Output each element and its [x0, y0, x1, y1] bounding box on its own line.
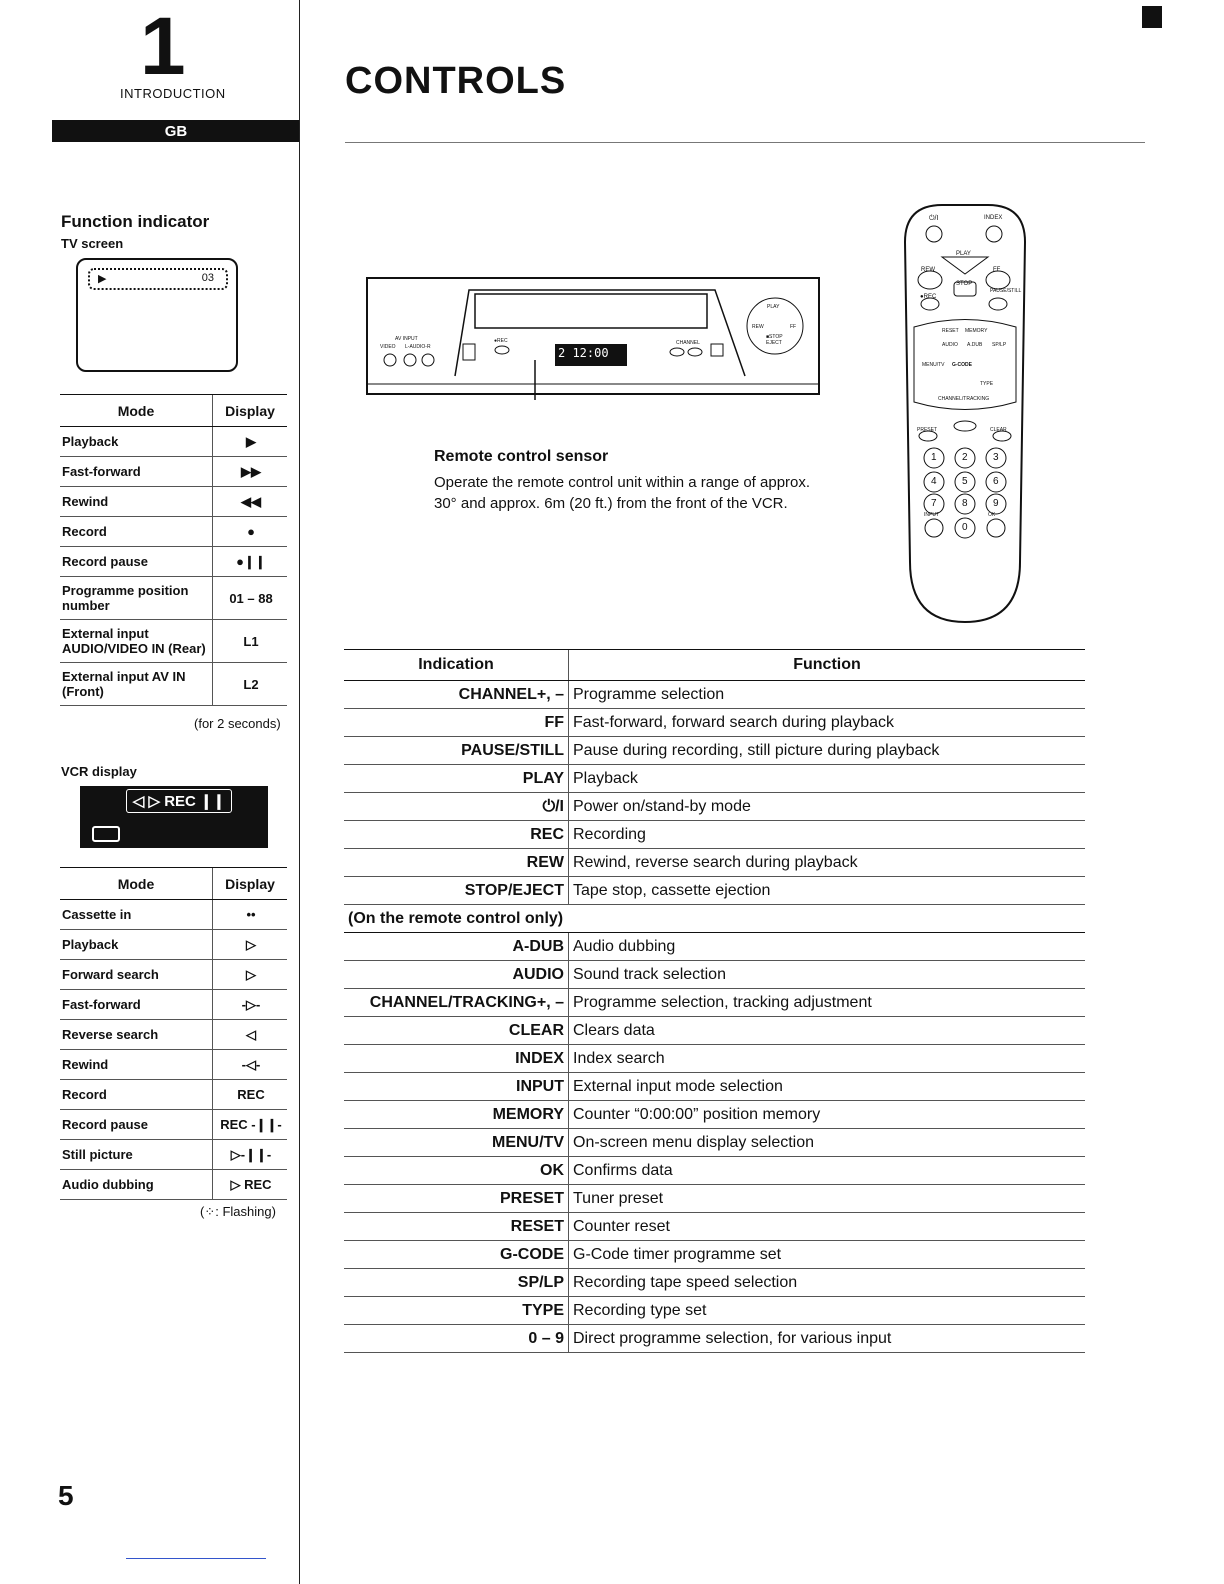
rec-button-label: ●REC: [494, 338, 508, 344]
power-button-label: ⏻/I: [929, 215, 939, 222]
table1-note: (for 2 seconds): [194, 716, 281, 731]
mode-cell: External input AV IN (Front): [60, 663, 213, 706]
indication-cell: MEMORY: [344, 1101, 569, 1129]
clear-button-label: CLEAR: [990, 427, 1007, 433]
table-row: [344, 1157, 1085, 1185]
table-row: [344, 765, 1085, 793]
indication-cell: INPUT: [344, 1073, 569, 1101]
display-cell: ◁: [213, 1020, 288, 1050]
table-row: [344, 1297, 1085, 1325]
indication-cell: TYPE: [344, 1297, 569, 1325]
display-cell: -◁-: [213, 1050, 288, 1080]
remote-play-label: PLAY: [956, 251, 971, 257]
function-cell: Recording type set: [569, 1297, 1086, 1325]
page-title: CONTROLS: [345, 60, 567, 102]
indication-cell: A-DUB: [344, 933, 569, 961]
display-cell: L2: [213, 663, 288, 706]
mode-cell: Cassette in: [60, 900, 213, 930]
function-cell: External input mode selection: [569, 1073, 1086, 1101]
display-cell: ●: [213, 517, 288, 547]
indication-cell: PLAY: [344, 765, 569, 793]
mode-cell: Record: [60, 1080, 213, 1110]
table-row: [344, 1017, 1085, 1045]
function-cell: Recording tape speed selection: [569, 1269, 1086, 1297]
table-row: [60, 1110, 287, 1140]
splp-button-label: SP/LP: [992, 342, 1007, 348]
table-row: [344, 1269, 1085, 1297]
table-row: [344, 1325, 1085, 1353]
mode-cell: Reverse search: [60, 1020, 213, 1050]
section-label: (On the remote control only): [344, 905, 1085, 933]
table-row: [344, 1101, 1085, 1129]
table-row: [60, 517, 287, 547]
function-cell: Confirms data: [569, 1157, 1086, 1185]
table-row: [60, 427, 287, 457]
function-cell: Tuner preset: [569, 1185, 1086, 1213]
indication-cell: REW: [344, 849, 569, 877]
table-row: [60, 1020, 287, 1050]
tv-screen-illustration: [76, 258, 238, 372]
table-row: [344, 737, 1085, 765]
memory-button-label: MEMORY: [965, 328, 988, 334]
mode-cell: Programme position number: [60, 577, 213, 620]
function-cell: Counter reset: [569, 1213, 1086, 1241]
rec-indicator: ◁ ▷ REC ❙❙: [126, 789, 232, 813]
table-row: [60, 990, 287, 1020]
chapter-label: INTRODUCTION: [120, 86, 226, 101]
preset-button-label: PRESET: [917, 427, 938, 433]
mode-cell: Record pause: [60, 1110, 213, 1140]
mode-cell: Forward search: [60, 960, 213, 990]
sensor-text: Operate the remote control unit within a range of approx. 30° and approx. 6m (20 ft.) from the front of the VCR.: [434, 474, 811, 512]
table-header: Indication: [344, 650, 569, 681]
display-cell: ▷: [213, 960, 288, 990]
function-cell: Playback: [569, 765, 1086, 793]
table2-note: (⁘: Flashing): [200, 1204, 276, 1219]
function-cell: Audio dubbing: [569, 933, 1086, 961]
table-row: [344, 681, 1085, 709]
table-row: [344, 1241, 1085, 1269]
table-row: [344, 821, 1085, 849]
page-number: 5: [58, 1480, 74, 1511]
remote-stop-label: STOP: [956, 281, 973, 287]
function-cell: G-Code timer programme set: [569, 1241, 1086, 1269]
mode-cell: Fast-forward: [60, 990, 213, 1020]
indication-cell: G-CODE: [344, 1241, 569, 1269]
function-cell: Direct programme selection, for various input: [569, 1325, 1086, 1353]
indication-cell: INDEX: [344, 1045, 569, 1073]
function-cell: Counter “0:00:00” position memory: [569, 1101, 1086, 1129]
channel-button-label: CHANNEL: [676, 340, 700, 346]
rew-button-label: REW: [752, 324, 764, 330]
mode-cell: Rewind: [60, 487, 213, 517]
table-row: [60, 487, 287, 517]
column-divider: [299, 0, 300, 1584]
table-row: [344, 1045, 1085, 1073]
function-cell: Power on/stand-by mode: [569, 793, 1086, 821]
adub-button-label: A.DUB: [967, 342, 983, 348]
table-row: [60, 457, 287, 487]
display-cell: REC: [213, 1080, 288, 1110]
sidebar-heading: Function indicator: [61, 212, 210, 231]
table-row: [60, 577, 287, 620]
table-row: [60, 547, 287, 577]
mode-cell: Playback: [60, 427, 213, 457]
table-row: [344, 793, 1085, 821]
indication-cell: PRESET: [344, 1185, 569, 1213]
vcr-mode-table: [60, 867, 287, 1200]
table-row: [344, 933, 1085, 961]
function-cell: Pause during recording, still picture during playback: [569, 737, 1086, 765]
reset-button-label: RESET: [942, 328, 959, 334]
digit-label: 9: [993, 498, 999, 509]
display-cell: REC -❙❙-: [213, 1110, 288, 1140]
digit-label: 5: [962, 476, 968, 487]
indication-cell: OK: [344, 1157, 569, 1185]
display-cell: -▷-: [213, 990, 288, 1020]
stop-eject-button-label: ■STOP EJECT: [766, 334, 783, 346]
indication-cell: SP/LP: [344, 1269, 569, 1297]
input-button-label: INPUT: [924, 512, 939, 518]
table-row: [344, 849, 1085, 877]
function-cell: Recording: [569, 821, 1086, 849]
indication-cell: CLEAR: [344, 1017, 569, 1045]
indication-cell: FF: [344, 709, 569, 737]
table-row: [60, 900, 287, 930]
remote-ff-label: FF: [993, 267, 1001, 273]
indication-cell: RESET: [344, 1213, 569, 1241]
sensor-title: Remote control sensor: [434, 448, 609, 465]
title-rule: [345, 142, 1145, 143]
mode-cell: Record pause: [60, 547, 213, 577]
mode-cell: External input AUDIO/VIDEO IN (Rear): [60, 620, 213, 663]
table-header: Function: [569, 650, 1086, 681]
mode-cell: Fast-forward: [60, 457, 213, 487]
table-header: Display: [213, 868, 288, 900]
index-button-label: INDEX: [984, 215, 1003, 221]
ok-button-label: OK: [988, 512, 996, 518]
table-row: [344, 1073, 1085, 1101]
indication-cell: STOP/EJECT: [344, 877, 569, 905]
type-button-label: TYPE: [980, 381, 994, 387]
display-cell: ▷-❙❙-: [213, 1140, 288, 1170]
table-row: [344, 961, 1085, 989]
indication-cell: MENU/TV: [344, 1129, 569, 1157]
indication-cell: CHANNEL+, –: [344, 681, 569, 709]
chapter-number: 1: [140, 1, 186, 92]
display-cell: ▷: [213, 930, 288, 960]
function-cell: Clears data: [569, 1017, 1086, 1045]
mode-cell: Record: [60, 517, 213, 547]
table-row: [60, 960, 287, 990]
table-row: [60, 930, 287, 960]
gcode-button-label: G-CODE: [952, 362, 972, 368]
display-cell: ▶: [213, 427, 288, 457]
tv-osd-number: 03: [201, 272, 214, 284]
function-cell: Fast-forward, forward search during playback: [569, 709, 1086, 737]
function-cell: Programme selection, tracking adjustment: [569, 989, 1086, 1017]
function-cell: Programme selection: [569, 681, 1086, 709]
tracking-button-label: CHANNEL/TRACKING: [938, 396, 990, 402]
digit-label: 6: [993, 476, 999, 487]
digit-label: 4: [931, 476, 937, 487]
play-icon: ▶: [98, 273, 107, 285]
tv-screen-label: TV screen: [61, 236, 124, 251]
indication-cell: REC: [344, 821, 569, 849]
mode-cell: Audio dubbing: [60, 1170, 213, 1200]
vcr-front-panel-illustration: [365, 276, 821, 400]
table-header: Display: [213, 395, 288, 427]
section-row: [344, 905, 1085, 933]
digit-label: 0: [962, 522, 968, 533]
footer-line: [126, 1558, 266, 1559]
table-row: [60, 1170, 287, 1200]
tv-mode-table: [60, 394, 287, 706]
digit-label: 8: [962, 498, 968, 509]
region-bar: [52, 120, 300, 142]
indication-cell: AUDIO: [344, 961, 569, 989]
table-header: Mode: [60, 395, 213, 427]
display-cell: ▶▶: [213, 457, 288, 487]
ff-button-label: FF: [790, 324, 797, 330]
audio-jack-label: L-AUDIO-R: [405, 344, 431, 350]
vcr-clock-display: 2 12:00: [558, 346, 609, 360]
cassette-icon: [92, 826, 120, 842]
video-jack-label: VIDEO: [380, 344, 396, 350]
function-cell: Index search: [569, 1045, 1086, 1073]
function-cell: Sound track selection: [569, 961, 1086, 989]
function-table: [344, 649, 1085, 1353]
vcr-display-illustration: [80, 786, 268, 848]
display-cell: ▷ REC: [213, 1170, 288, 1200]
indication-cell: PAUSE/STILL: [344, 737, 569, 765]
table-row: [60, 1140, 287, 1170]
indication-cell: ⏻/I: [344, 793, 569, 821]
region-label: GB: [164, 122, 188, 140]
mode-cell: Still picture: [60, 1140, 213, 1170]
display-cell: ●❙❙: [213, 547, 288, 577]
table-row: [344, 989, 1085, 1017]
table-row: [344, 1129, 1085, 1157]
menu-button-label: MENU/TV: [922, 362, 945, 368]
table-row: [344, 1213, 1085, 1241]
table-row: [60, 1080, 287, 1110]
mode-cell: Rewind: [60, 1050, 213, 1080]
display-cell: L1: [213, 620, 288, 663]
table-row: [344, 709, 1085, 737]
digit-label: 7: [931, 498, 937, 509]
play-button-label: PLAY: [767, 304, 780, 310]
table-row: [60, 620, 287, 663]
digit-label: 3: [993, 452, 999, 463]
tv-screen-osd: [88, 268, 228, 290]
mode-cell: Playback: [60, 930, 213, 960]
table-row: [60, 663, 287, 706]
display-cell: ••: [213, 900, 288, 930]
table-row: [60, 1050, 287, 1080]
table-row: [344, 877, 1085, 905]
digit-label: 2: [962, 452, 968, 463]
vcr-display-label: VCR display: [61, 764, 137, 779]
table-row: [344, 1185, 1085, 1213]
remote-rec-label: ●REC: [920, 294, 937, 300]
remote-pause-label: PAUSE/STILL: [990, 288, 1022, 294]
function-cell: Tape stop, cassette ejection: [569, 877, 1086, 905]
display-cell: ◀◀: [213, 487, 288, 517]
audio-button-label: AUDIO: [942, 342, 958, 348]
display-cell: 01 – 88: [213, 577, 288, 620]
digit-label: 1: [931, 452, 937, 463]
av-input-label: AV INPUT: [395, 336, 418, 342]
table-header: Mode: [60, 868, 213, 900]
indication-cell: 0 – 9: [344, 1325, 569, 1353]
indication-cell: CHANNEL/TRACKING+, –: [344, 989, 569, 1017]
remote-rew-label: REW: [921, 267, 935, 273]
page-tab-marker: [1142, 6, 1162, 28]
function-cell: Rewind, reverse search during playback: [569, 849, 1086, 877]
remote-control-illustration: [902, 202, 1028, 626]
function-cell: On-screen menu display selection: [569, 1129, 1086, 1157]
